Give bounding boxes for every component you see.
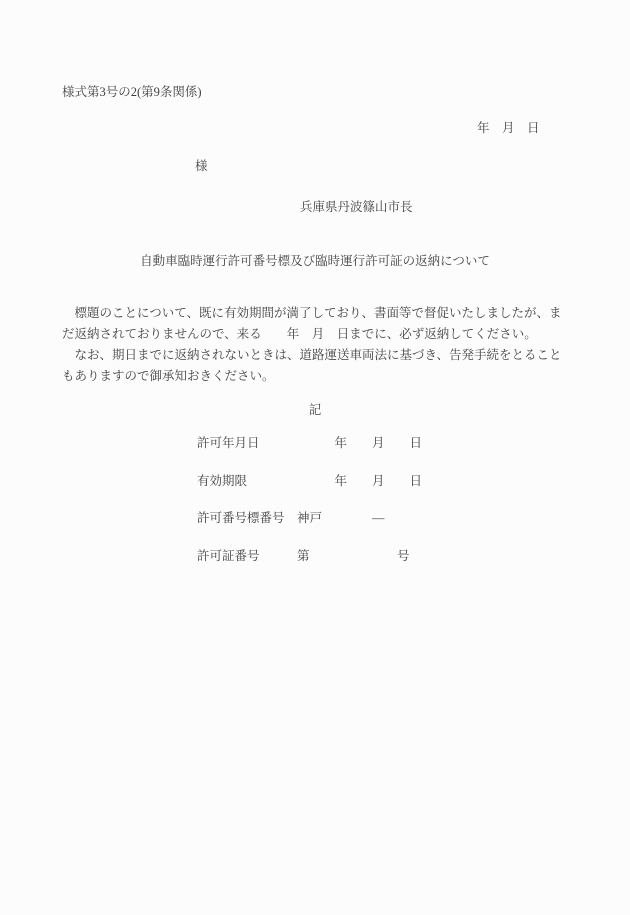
field-plate-number: 許可番号標番号 神戸 ― (197, 511, 385, 525)
form-number: 様式第3号の2(第9条関係) (62, 85, 202, 99)
field-expiry-date: 有効期限 年 月 日 (197, 473, 423, 488)
issue-date-line: 年 月 日 (477, 121, 540, 135)
record-marker: 記 (308, 403, 322, 417)
field-permit-date: 許可年月日 年 月 日 (197, 436, 423, 450)
body-line-2: だ返納されておりませんので、来る 年 月 日までに、必ず返納してください。 (62, 327, 537, 341)
record-fields (197, 436, 422, 586)
body-line-4: もありますので御承知おきください。 (62, 369, 275, 383)
sender-name: 兵庫県丹波篠山市長 (300, 200, 413, 214)
body-paragraphs (62, 303, 582, 387)
document-title: 自動車臨時運行許可番号標及び臨時運行許可証の返納について (140, 254, 490, 268)
body-line-1: 標題のことについて、既に有効期間が満了しており、書面等で督促いたしましたが、ま (62, 306, 562, 320)
addressee-honorific: 様 (195, 159, 208, 173)
body-line-3: なお、期日までに返納されないときは、道路運送車両法に基づき、告発手続をとること (62, 348, 562, 362)
field-permit-number: 許可証番号 第 号 (197, 548, 410, 563)
